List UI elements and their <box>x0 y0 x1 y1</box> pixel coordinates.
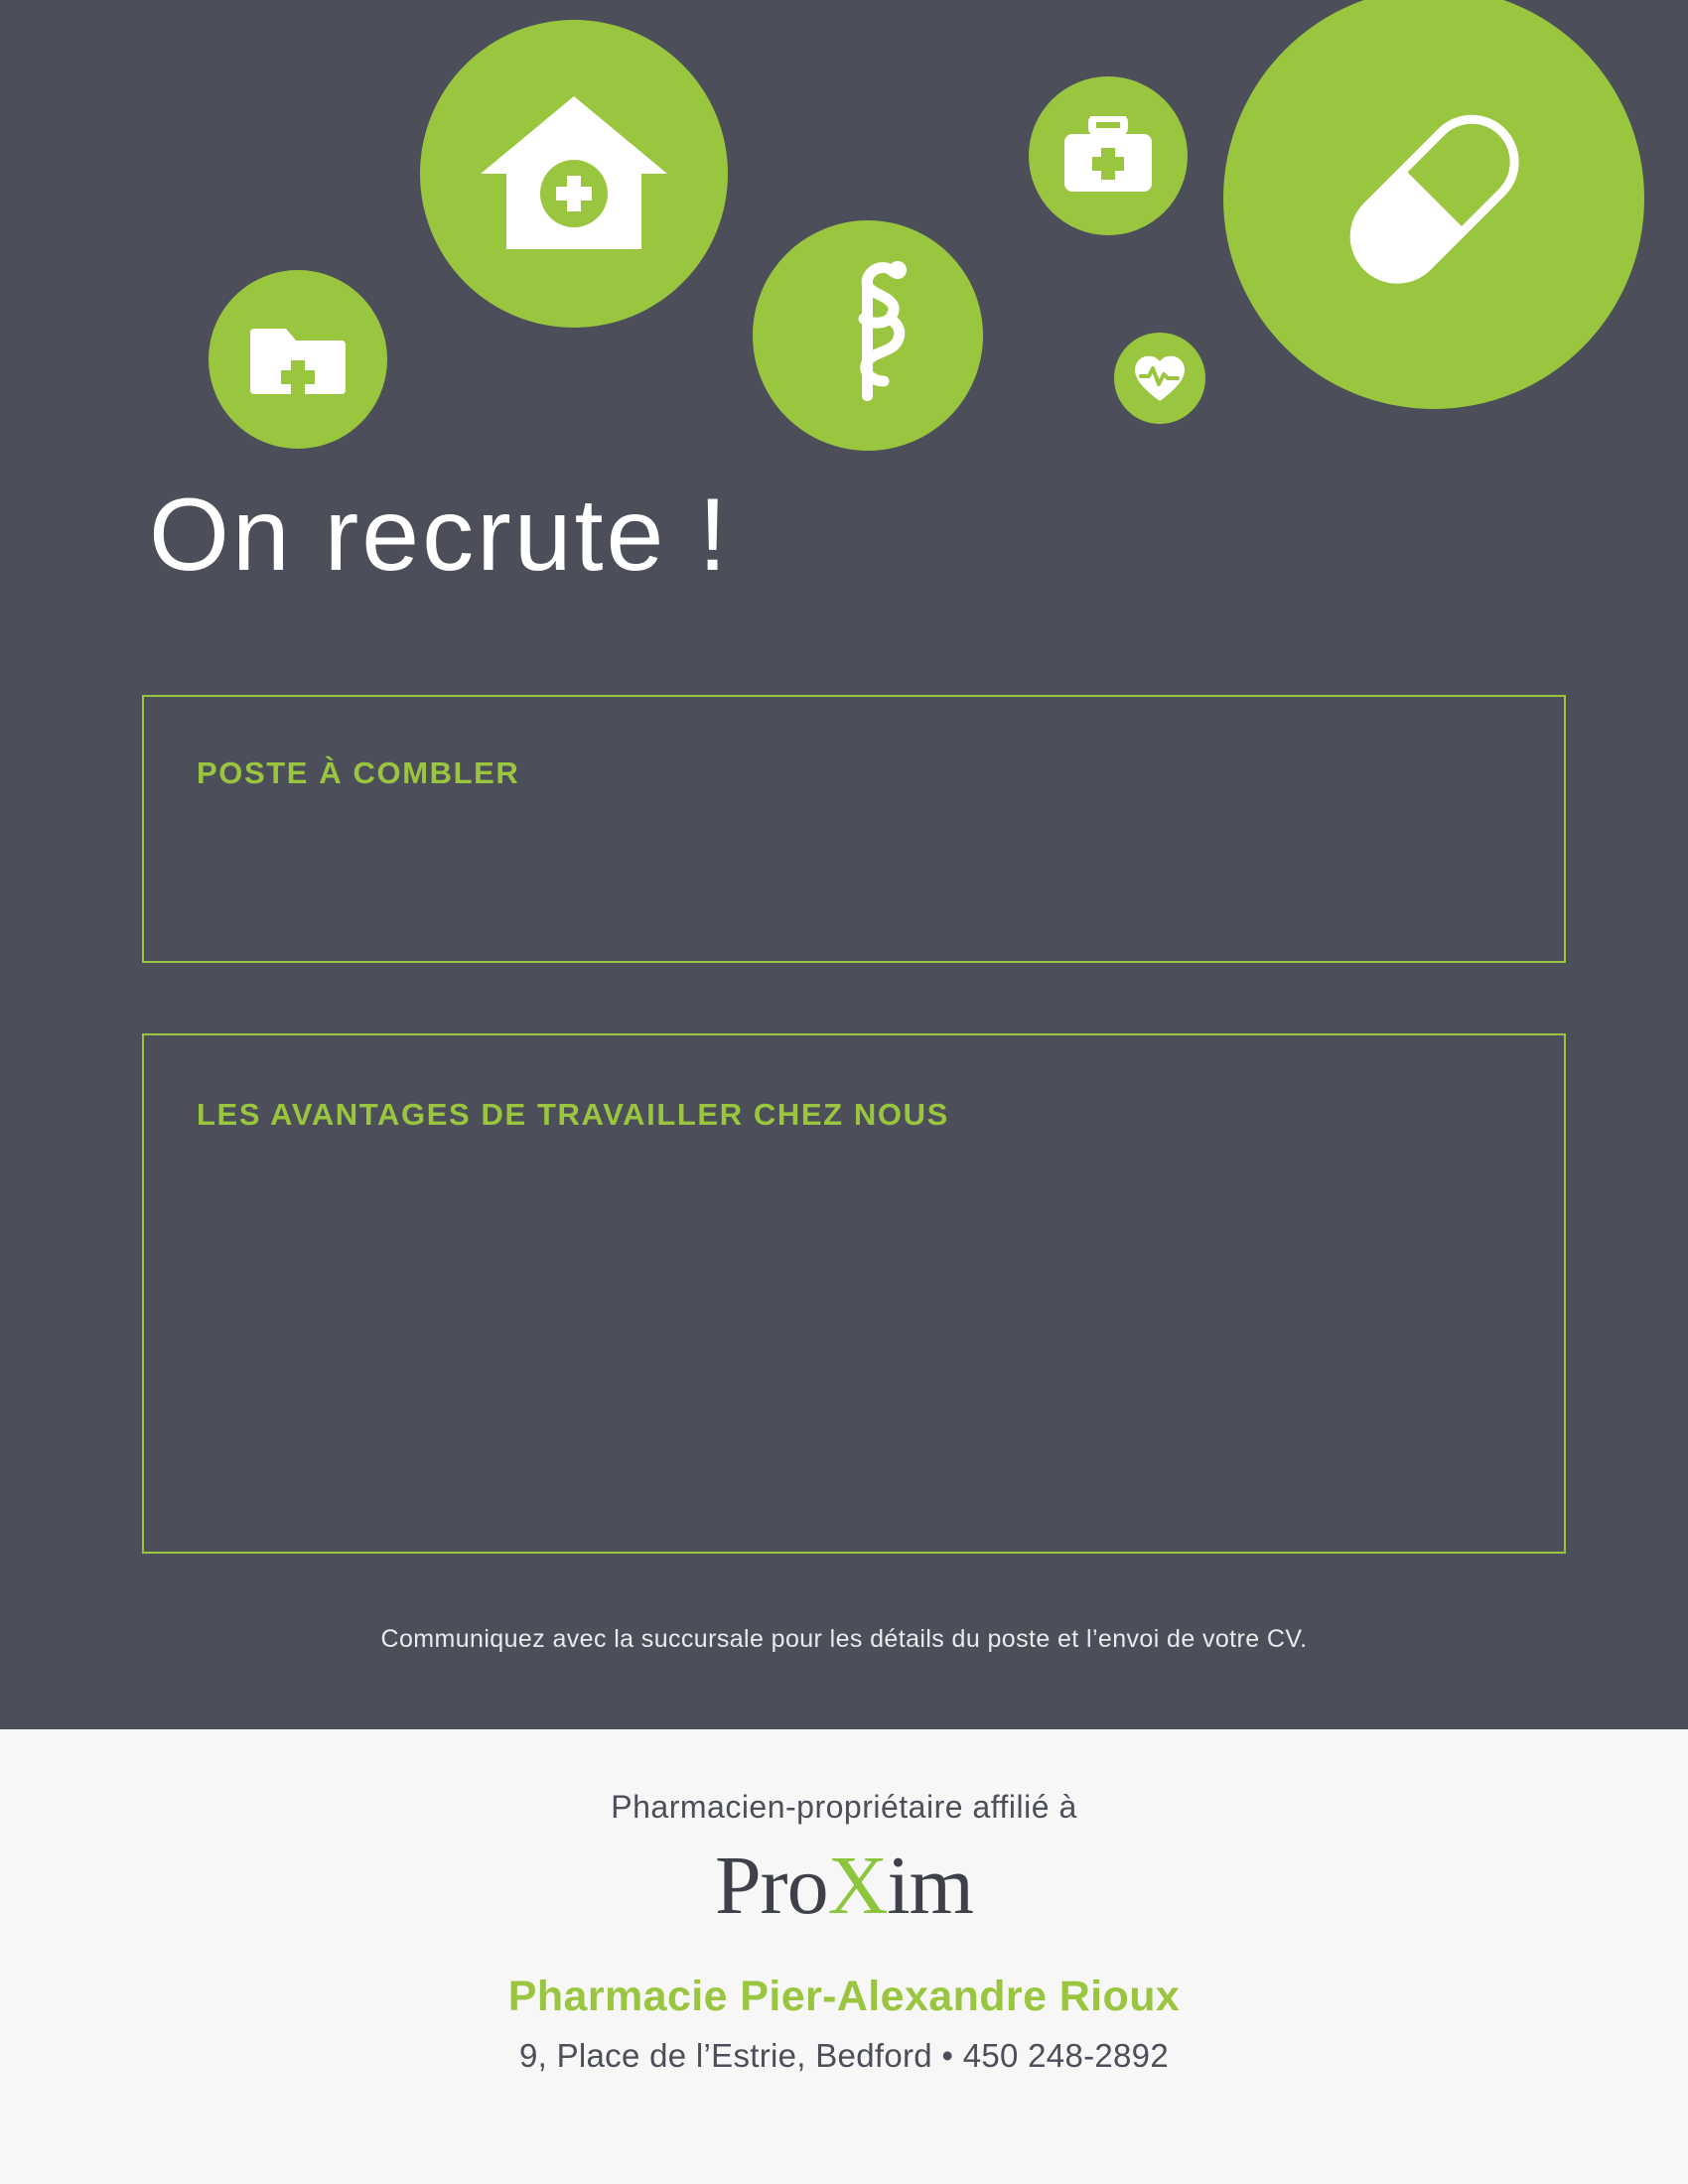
contact-note: Communiquez avec la succursale pour les détails du poste et l’envoi de votre CV. <box>380 1625 1308 1653</box>
affiliation-text: Pharmacien-propriétaire affilié à <box>611 1789 1077 1825</box>
page-title: On recrute ! <box>149 478 731 593</box>
logo-accent-x: X <box>827 1840 888 1932</box>
avantages-title: LES AVANTAGES DE TRAVAILLER CHEZ NOUS <box>197 1097 949 1132</box>
heart-pulse-icon <box>1114 333 1205 424</box>
proxim-logo <box>0 1840 1688 1932</box>
avantages-box <box>142 1033 1566 1554</box>
first-aid-kit-icon <box>1029 76 1188 235</box>
folder-plus-icon <box>209 270 387 449</box>
pharmacy-address: 9, Place de l’Estrie, Bedford • 450 248-2892 <box>519 2037 1169 2074</box>
logo-text-after: im <box>887 1840 974 1932</box>
poste-a-combler-box <box>142 695 1566 963</box>
footer <box>0 1729 1688 2184</box>
logo-text-before: Pro <box>714 1840 828 1932</box>
poste-a-combler-title: POSTE À COMBLER <box>197 755 520 790</box>
capsule-pill-icon <box>1223 0 1644 409</box>
rod-of-asclepius-icon <box>753 220 983 451</box>
house-plus-icon <box>420 20 728 328</box>
pharmacy-name: Pharmacie Pier-Alexandre Rioux <box>507 1973 1181 2020</box>
